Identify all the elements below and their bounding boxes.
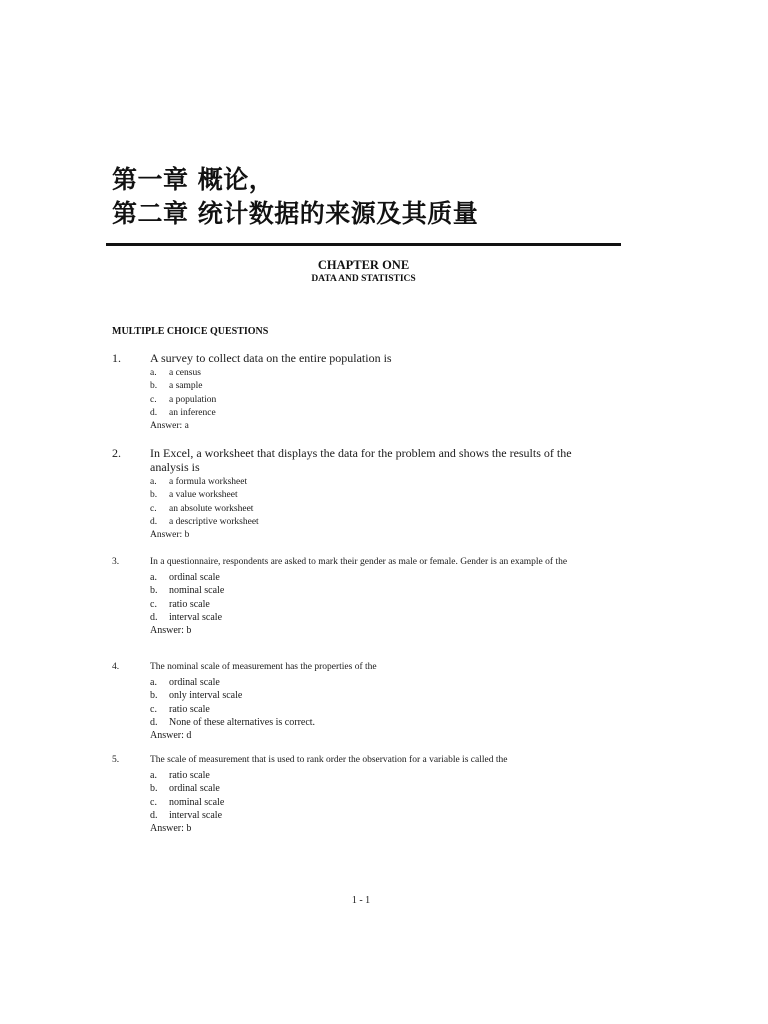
question-stem: The nominal scale of measurement has the properties of the (150, 662, 377, 672)
option-a (150, 676, 612, 689)
option-c (150, 503, 612, 516)
option-text: ratio scale (169, 598, 210, 610)
chapter-title: CHAPTER ONE (317, 258, 410, 272)
option-letter: d. (150, 516, 158, 527)
option-list (150, 571, 612, 624)
option-letter: b. (150, 783, 158, 795)
title-divider (106, 243, 621, 246)
option-letter: a. (150, 770, 157, 781)
chapter-subtitle: DATA AND STATISTICS (311, 274, 416, 284)
option-list (150, 676, 612, 729)
option-letter: c. (150, 796, 157, 808)
option-letter: a. (150, 368, 157, 378)
option-b (150, 782, 612, 795)
option-letter: d. (150, 407, 158, 418)
question-stem: In Excel, a worksheet that displays the data for the problem and shows the results of the analysis is (150, 446, 572, 474)
option-letter: c. (150, 703, 157, 715)
section-title: MULTIPLE CHOICE QUESTIONS (112, 326, 269, 337)
option-letter: a. (150, 477, 157, 487)
option-text: ordinal scale (169, 783, 220, 795)
question-3 (112, 556, 612, 637)
option-c (150, 796, 612, 809)
question-5 (112, 754, 612, 835)
option-d (150, 716, 612, 729)
option-letter: a. (150, 572, 157, 583)
option-letter: d. (150, 716, 158, 728)
option-c (150, 394, 612, 407)
option-d (150, 516, 612, 529)
option-b (150, 689, 612, 702)
option-text: only interval scale (169, 690, 243, 702)
option-letter: d. (150, 809, 158, 821)
answer-key: Answer: b (150, 823, 192, 835)
option-text: ordinal scale (169, 677, 220, 688)
option-b (150, 584, 612, 597)
question-1 (112, 351, 612, 433)
option-c (150, 598, 612, 611)
option-text: a population (169, 394, 217, 405)
answer-key: Answer: d (150, 730, 192, 742)
option-b (150, 380, 612, 393)
option-a (150, 476, 612, 489)
question-stem: The scale of measurement that is used to rank order the observation for a variable is called the (150, 755, 508, 765)
option-letter: b. (150, 585, 158, 597)
option-letter: b. (150, 690, 158, 702)
option-text: a census (169, 368, 201, 378)
option-a (150, 769, 612, 782)
option-d (150, 809, 612, 822)
option-a (150, 367, 612, 380)
option-text: ratio scale (169, 703, 210, 715)
chinese-chapter-title-1: 第一章 概论， (112, 165, 275, 194)
option-letter: c. (150, 394, 157, 405)
option-text: ordinal scale (169, 572, 220, 583)
option-a (150, 571, 612, 584)
option-text: None of these alternatives is correct. (169, 716, 316, 728)
option-text: nominal scale (169, 796, 225, 808)
option-text: nominal scale (169, 585, 225, 597)
option-letter: a. (150, 677, 157, 688)
option-text: interval scale (169, 611, 223, 623)
option-letter: c. (150, 598, 157, 610)
question-4 (112, 661, 612, 742)
chinese-chapter-title-2: 第二章 统计数据的来源及其质量 (112, 199, 479, 228)
option-text: a sample (169, 381, 203, 392)
option-letter: c. (150, 503, 157, 514)
option-list (150, 476, 612, 529)
question-number: 5. (112, 755, 120, 765)
option-letter: d. (150, 611, 158, 623)
option-letter: b. (150, 490, 158, 501)
option-list (150, 367, 612, 420)
option-text: a descriptive worksheet (169, 516, 259, 527)
option-text: ratio scale (169, 770, 210, 781)
option-b (150, 489, 612, 502)
question-stem: In a questionnaire, respondents are asked to mark their gender as male or female. Gender is an example of the (150, 557, 568, 567)
option-d (150, 407, 612, 420)
option-letter: b. (150, 381, 158, 392)
option-text: a value worksheet (169, 490, 238, 501)
answer-key: Answer: b (150, 530, 190, 541)
question-2 (112, 446, 612, 542)
option-text: a formula worksheet (169, 477, 248, 487)
option-c (150, 703, 612, 716)
option-text: an absolute worksheet (169, 503, 254, 514)
option-list (150, 769, 612, 822)
answer-key: Answer: a (150, 421, 189, 432)
question-number: 2. (112, 446, 121, 460)
question-number: 4. (112, 662, 120, 672)
question-stem: A survey to collect data on the entire population is (150, 351, 392, 365)
option-text: an inference (169, 407, 216, 418)
question-number: 1. (112, 351, 121, 365)
question-number: 3. (112, 557, 120, 567)
answer-key: Answer: b (150, 625, 192, 637)
option-d (150, 611, 612, 624)
option-text: interval scale (169, 809, 223, 821)
page-number: 1 - 1 (351, 895, 371, 906)
